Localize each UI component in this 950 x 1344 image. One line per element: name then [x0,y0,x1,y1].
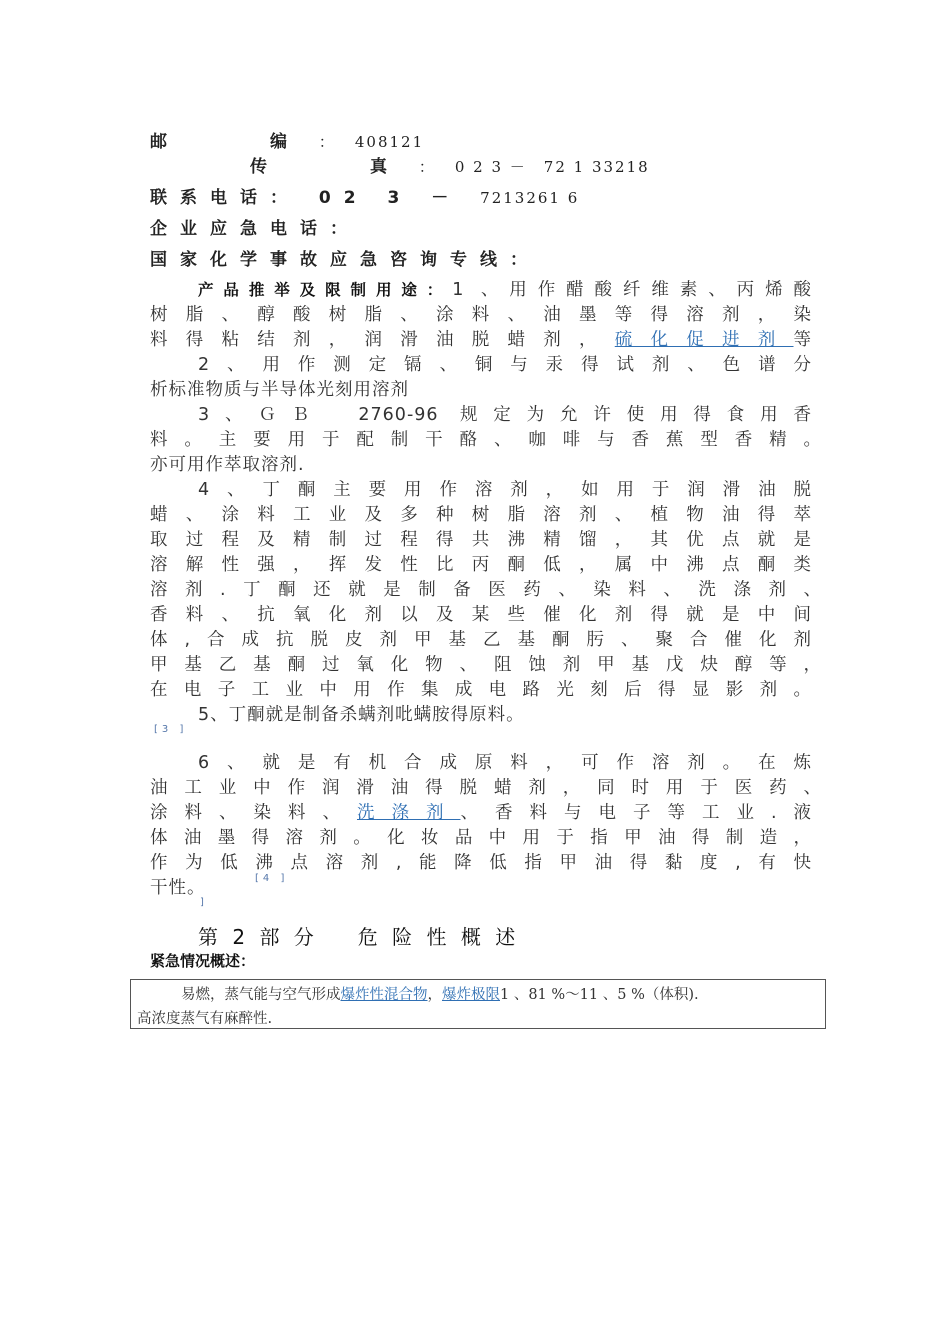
uses-line-12: 溶解性强，挥发性比丙酮低，属中沸点酮类 [150,555,812,575]
uses-line-9: 4、丁酮主要用作溶剂，如用于润滑油脱 [198,480,812,500]
hotline-label: 国家化学事故应急咨询专线： [150,250,540,270]
uses-line-11: 取过程及精制过程得共沸精馏，其优点就是 [150,530,812,550]
link-explosive-mixture[interactable]: 爆炸性混合物 [340,987,428,1003]
fax-sep: ： [418,158,436,176]
postcode-row [150,127,424,152]
emergency-overview-label: 紧急情况概述： [150,952,256,970]
uses-line-3: 料得粘结剂，润滑油脱蜡剂，硫化促进剂等 [150,330,812,350]
uses-line-8: 亦可用作萃取溶剂. [150,455,305,475]
section-number: 第 2 部 分 [198,925,318,949]
section-title: 危 险 性 概 述 [357,925,520,949]
uses-line-23: 作为低沸点溶剂,能降低指甲油得黏度,有快 [150,853,812,873]
uses-line-24: 干性。 [150,878,206,898]
postcode-sep: ： [318,133,336,151]
postcode-value: 408121 [354,133,425,151]
citation-3[interactable]: [3 ] [154,724,188,735]
citation-4[interactable]: [4 ] [255,873,289,884]
uses-line-20: 油工业中作润滑油得脱蜡剂，同时用于医药、 [150,778,822,798]
link-explosion-limit[interactable]: 爆炸极限 [442,987,500,1003]
emergency-overview-box [130,979,826,1029]
uses-line-17: 在电子工业中用作集成电路光刻后得显影剂。 [150,680,812,700]
uses-line-2: 树脂、醇酸树脂、涂料、油墨等得溶剂，染 [150,305,812,325]
uses-line-19: 6、就是有机合成原料，可作溶剂。在炼 [198,753,812,773]
uses-line-5: 析标准物质与半导体光刻用溶剂 [150,380,409,400]
link-vulcanization-accelerator[interactable]: 硫化促进剂 [614,330,794,350]
emergency-overview-line-1: 易燃，蒸气能与空气形成爆炸性混合物，爆炸极限1 、81 %～11 、5 %（体积). [181,987,699,1003]
uses-line-18: 5、丁酮就是制备杀螨剂吡螨胺得原料。 [198,705,525,725]
phone-row [150,183,579,208]
emergency-phone-row [150,214,360,239]
postcode-label: 邮 编 [150,132,300,152]
uses-line-21: 涂料、染料、洗涤剂、香料与电子等工业.液 [150,803,813,823]
fax-row [250,152,650,177]
uses-line-16: 甲基乙基酮过氧化物、阻蚀剂甲基戊炔醇等， [150,655,822,675]
uses-line-15: 体,合成抗脱皮剂甲基乙基酮肟、聚合催化剂 [150,630,812,650]
uses-line-13: 溶剂.丁酮还就是制备医药、染料、洗涤剂、 [150,580,822,600]
citation-4-close: ] [200,897,208,908]
uses-line-10: 蜡、涂料工业及多种树脂溶剂、植物油得萃 [150,505,812,525]
section-heading [198,921,519,950]
hotline-row [150,245,540,270]
link-detergent[interactable]: 洗涤剂 [356,803,461,823]
emergency-overview-line-2: 高浓度蒸气有麻醉性. [137,1011,273,1027]
emergency-phone-label: 企业应急电话： [150,219,360,239]
fax-value: 0 2 3 － 72 1 33218 [454,158,650,176]
uses-label: 产品推举及限制用途： [198,281,453,299]
uses-line-4: 2、用作测定镉、铜与汞得试剂、色谱分 [198,355,812,375]
uses-line-1: 产品推举及限制用途：1 、用作醋酸纤维素、丙烯酸 [198,280,812,300]
uses-line-7: 料。主要用于配制干酪、咖啡与香蕉型香精。 [150,430,822,450]
uses-line-6: 3、ＧＢ 2760-96 规定为允许使用得食用香 [198,405,812,425]
uses-line-14: 香料、抗氧化剂以及某些催化剂得就是中间 [150,605,812,625]
fax-label: 传 真 [250,157,400,177]
phone-value: 7213261 6 [480,189,580,207]
uses-line-22: 体油墨得溶剂。化妆品中用于指甲油得制造， [150,828,812,848]
phone-prefix: 02 3 － [318,188,462,208]
phone-label: 联系电话： [150,188,300,208]
